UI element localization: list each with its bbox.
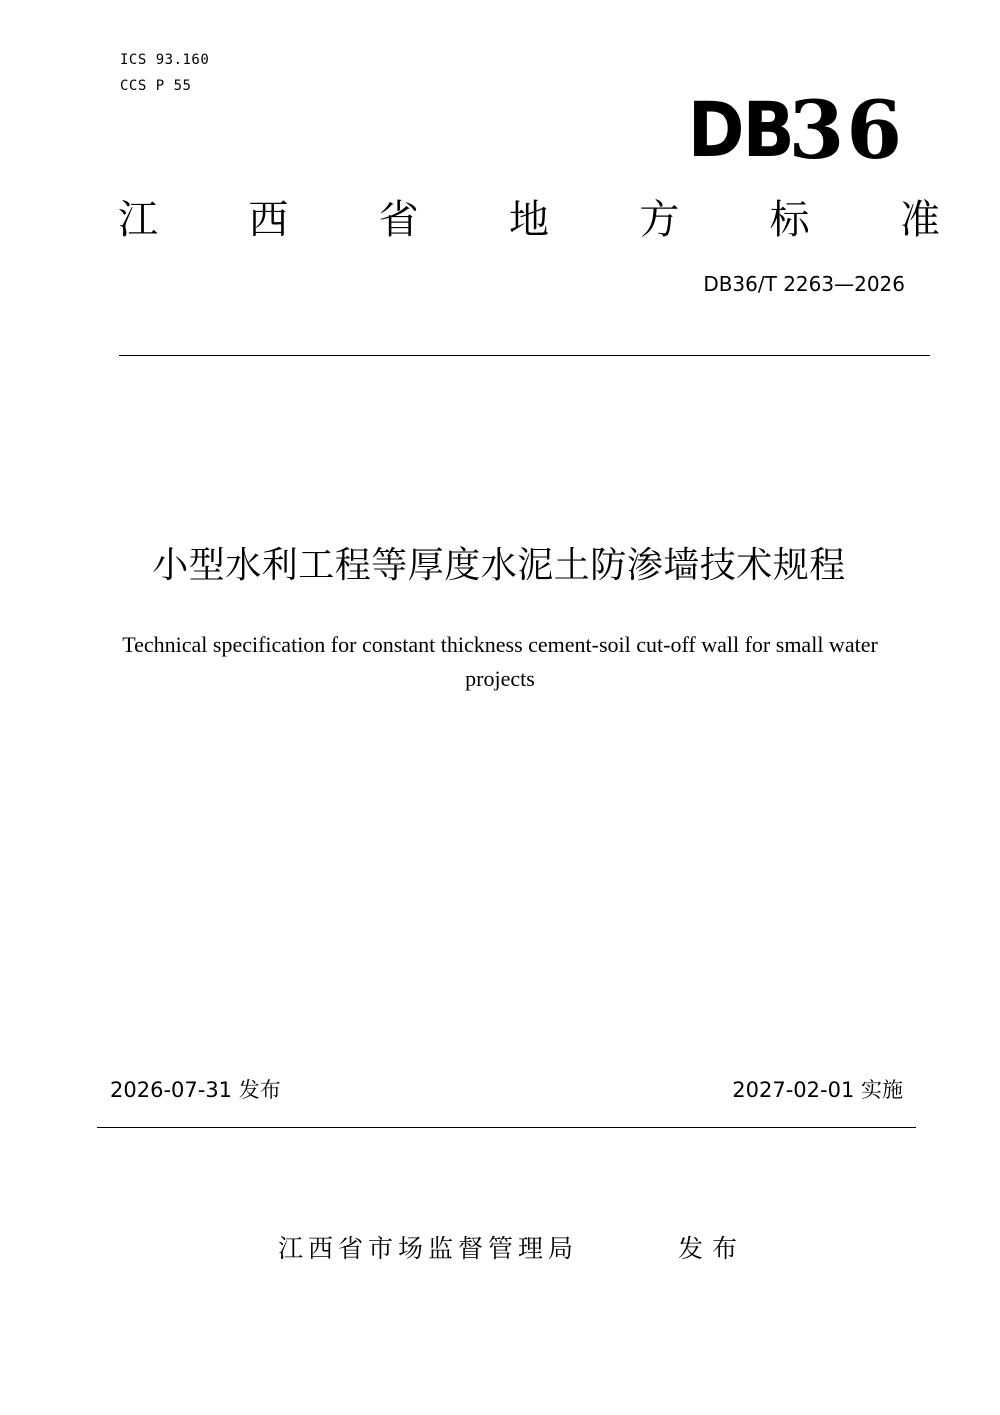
ics-code: ICS 93.160: [120, 52, 210, 68]
logo-number: 36: [788, 83, 904, 177]
standard-type-char: 省: [378, 197, 419, 243]
standard-type-char: 方: [639, 197, 680, 243]
standard-type-char: 准: [899, 197, 940, 243]
standard-type-char: 地: [508, 197, 549, 243]
standard-number: DB36/T 2263—2026: [703, 272, 905, 296]
standard-type-char: 西: [248, 197, 289, 243]
standard-type-char: 标: [769, 197, 810, 243]
issue-label: 发布: [678, 1234, 747, 1263]
issuing-authority: 江西省市场监督管理局: [278, 1234, 579, 1263]
standard-type-heading: [118, 196, 940, 244]
implement-date: 2027-02-01 实施: [732, 1078, 903, 1102]
bottom-divider: [97, 1127, 916, 1128]
top-divider: [119, 355, 930, 356]
ccs-code: CCS P 55: [120, 78, 192, 94]
logo-letters: DB: [687, 85, 793, 174]
publish-date: 2026-07-31 发布: [110, 1078, 281, 1102]
db36-logo: [676, 83, 904, 177]
english-title: Technical specification for constant thickness cement-soil cut-off wall for small water projects: [122, 632, 878, 691]
chinese-title: 小型水利工程等厚度水泥土防渗墙技术规程: [152, 545, 846, 586]
standard-type-char: 江: [118, 197, 158, 243]
